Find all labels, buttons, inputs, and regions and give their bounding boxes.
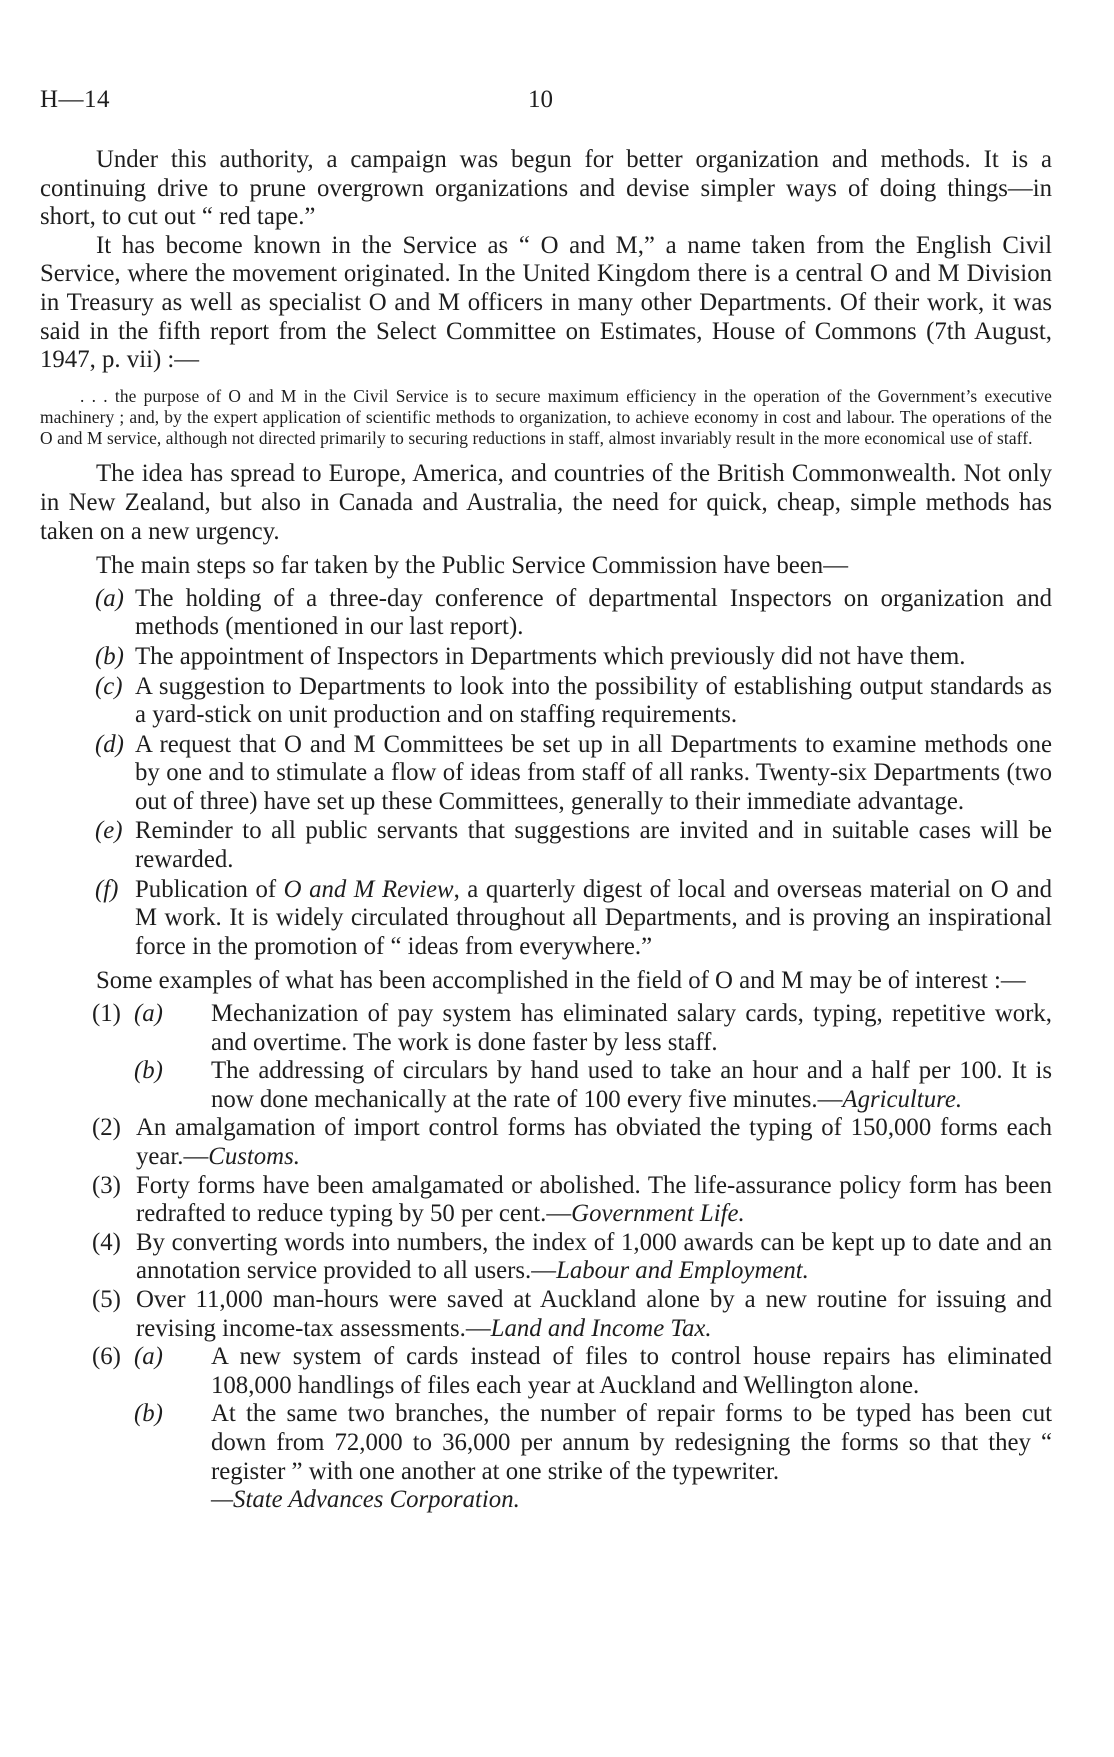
example-subletter: (b) xyxy=(134,1057,163,1085)
example-item xyxy=(40,1172,1052,1229)
list-item-text-before: Publication of xyxy=(135,875,284,903)
list-item-label: (d) xyxy=(95,730,124,758)
list-item-text: Reminder to all public servants that suggestions are invited and in suitable cases will be rewarded. xyxy=(135,817,1052,874)
example-item xyxy=(40,1229,1052,1286)
example-text: A new system of cards instead of files to control house repairs has eliminated 108,000 handlings of files each year at Auckland and Wellington alone. xyxy=(211,1343,1052,1399)
list-item xyxy=(40,731,1052,817)
example-item xyxy=(40,1343,1052,1400)
example-text: An amalgamation of import control forms has obviated the typing of 150,000 forms each year.— xyxy=(136,1114,1052,1171)
list-item-text: A request that O and M Committees be set up in all Departments to examine methods one by one and to stimulate a flow of ideas from staff of all ranks. Twenty-six Departments (two out of three) have set up these Committees, generally to their immediate advantage. xyxy=(135,730,1052,815)
list-item-label: (a) xyxy=(95,584,124,612)
list-item-text: The appointment of Inspectors in Departments which previously did not have them. xyxy=(135,642,966,670)
list-item-text: A suggestion to Departments to look into the possibility of establishing output standards as a yard-stick on unit production and on staffing requirements. xyxy=(135,672,1052,729)
list-item-label: (c) xyxy=(95,672,123,700)
block-quote: . . . the purpose of O and M in the Civil Service is to secure maximum efficiency in the operation of the Government’s executive machinery ; and, by the expert application of scientific methods to organization, to achieve economy in cost and labour. The operations of the O and M service, although not directed primarily to securing reductions in staff, almost invariably result in the more economical use of staff. xyxy=(40,385,1052,449)
example-item xyxy=(40,1114,1052,1171)
example-item xyxy=(40,1000,1052,1057)
list-item xyxy=(40,643,1052,672)
list-item-label: (b) xyxy=(95,642,124,670)
publication-title: O and M Review xyxy=(283,875,454,903)
example-text: The addressing of circulars by hand used to take an hour and a half per 100. It is now done mechanically at the rate of 100 every five minutes.— xyxy=(211,1057,1052,1113)
example-subletter: (a) xyxy=(134,1343,163,1371)
intro-paragraph-1: Under this authority, a campaign was begun for better organization and methods. It is a continuing drive to prune overgrown organizations and devise simpler ways of doing things—in short, to cut out “ red tape.” xyxy=(40,146,1052,231)
example-number: (4) xyxy=(92,1228,121,1256)
page-body xyxy=(40,146,1052,1515)
spread-paragraph: The idea has spread to Europe, America, and countries of the British Commonwealth. Not only in New Zealand, but also in Canada and Australia, the need for quick, cheap, simple methods has taken on a new urgency. xyxy=(40,460,1052,545)
list-item xyxy=(40,876,1052,962)
example-subletter: (b) xyxy=(134,1400,163,1428)
department-name: Government Life. xyxy=(571,1200,745,1228)
example-subletter: (a) xyxy=(134,1000,163,1028)
example-number: (3) xyxy=(92,1171,121,1199)
example-item xyxy=(40,1057,1052,1114)
example-number: (5) xyxy=(92,1285,121,1313)
list-item-text: The holding of a three-day conference of departmental Inspectors on organization and methods (mentioned in our last report). xyxy=(135,584,1052,641)
department-name: Agriculture. xyxy=(842,1085,963,1113)
examples-intro: Some examples of what has been accomplished in the field of O and M may be of interest :— xyxy=(96,967,1026,995)
example-text: Mechanization of pay system has eliminated salary cards, typing, repetitive work, and overtime. The work is done faster by less staff. xyxy=(211,1000,1052,1056)
steps-intro: The main steps so far taken by the Public Service Commission have been— xyxy=(96,552,849,580)
list-item-text-after: , a quarterly digest of local and overseas material on O and M work. It is widely circulated throughout all Departments, and is proving an inspirational force in the promotion of “ ideas from everywhere.” xyxy=(135,875,1053,960)
example-item xyxy=(40,1286,1052,1343)
department-name: Land and Income Tax. xyxy=(490,1314,712,1342)
example-text: At the same two branches, the number of repair forms to be typed has been cut down from 72,000 to 36,000 per annum by redesigning the forms so that they “ register ” with one another at one strike of the typewriter. xyxy=(211,1400,1052,1485)
example-item xyxy=(40,1400,1052,1514)
example-number: (1) xyxy=(92,1000,121,1028)
list-item xyxy=(40,817,1052,874)
intro-paragraph-2: It has become known in the Service as “ O and M,” a name taken from the English Civil Service, where the movement originated. In the United Kingdom there is a central O and M Division in Treasury as well as specialist O and M officers in many other Departments. Of their work, it was said in the fifth report from the Select Committee on Estimates, House of Commons (7th August, 1947, p. vii) :— xyxy=(40,231,1052,374)
example-number: (2) xyxy=(92,1114,121,1142)
example-number: (6) xyxy=(92,1343,121,1371)
document-reference: H—14 xyxy=(40,86,111,113)
example-text: Over 11,000 man-hours were saved at Auckland alone by a new routine for issuing and revising income-tax assessments.— xyxy=(136,1285,1052,1342)
department-name: —State Advances Corporation. xyxy=(211,1486,520,1514)
list-item-label: (e) xyxy=(95,817,123,845)
department-name: Labour and Employment. xyxy=(556,1257,809,1285)
steps-list xyxy=(40,585,1052,962)
list-item xyxy=(40,673,1052,730)
page-number: 10 xyxy=(528,86,553,113)
example-text: Forty forms have been amalgamated or abolished. The life-assurance policy form has been redrafted to reduce typing by 50 per cent.— xyxy=(136,1171,1052,1228)
list-item-label: (f) xyxy=(95,875,119,903)
department-name: Customs. xyxy=(208,1143,300,1171)
example-text: By converting words into numbers, the index of 1,000 awards can be kept up to date and an annotation service provided to all users.— xyxy=(136,1228,1052,1285)
examples-list xyxy=(40,1000,1052,1515)
list-item xyxy=(40,585,1052,642)
